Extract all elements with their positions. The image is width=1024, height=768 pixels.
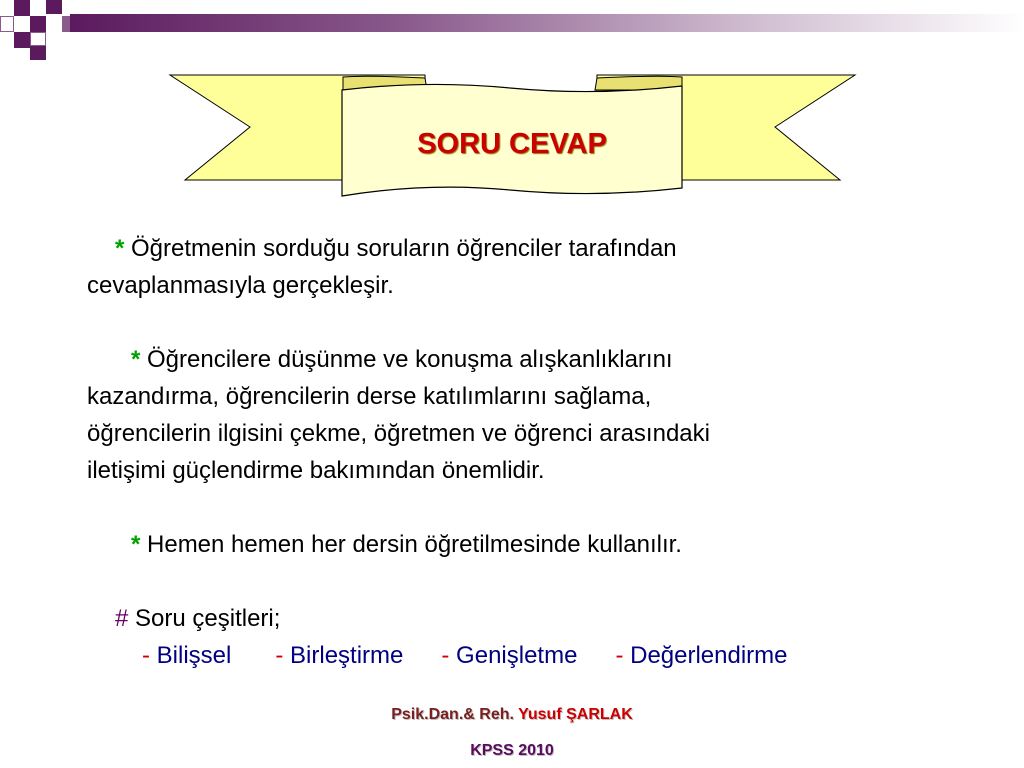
list-dash: - <box>615 642 624 669</box>
bullet-star: * <box>131 531 141 558</box>
hash-marker: # <box>115 605 129 632</box>
paragraph-text: cevaplanmasıyla gerçekleşir. <box>87 272 394 299</box>
list-item: Birleştirme <box>290 642 404 669</box>
list-dash: - <box>441 642 450 669</box>
paragraph-text: iletişimi güçlendirme bakımından önemlidir. <box>87 457 545 484</box>
deco-square <box>30 16 46 32</box>
slide-title: SORU CEVAP <box>417 128 607 160</box>
bullet-star: * <box>131 346 141 373</box>
paragraph-3 <box>87 526 947 563</box>
deco-square <box>30 46 46 60</box>
list-item: Genişletme <box>456 642 578 669</box>
paragraph-1 <box>87 230 947 304</box>
paragraph-text: Hemen hemen her dersin öğretilmesinde kullanılır. <box>140 531 682 558</box>
footer-name: Yusuf ŞARLAK <box>518 706 633 723</box>
question-types-heading <box>87 600 947 637</box>
footer-exam: KPSS 2010 <box>470 742 554 759</box>
deco-square <box>62 16 70 32</box>
list-item: Değerlendirme <box>630 642 788 669</box>
paragraph-text: Öğretmenin sorduğu soruların öğrenciler tarafından <box>124 235 677 262</box>
deco-square <box>46 0 62 14</box>
paragraph-text: Öğrencilere düşünme ve konuşma alışkanlıklarını <box>140 346 673 373</box>
question-types-list <box>87 637 947 674</box>
deco-square <box>14 32 30 48</box>
list-dash: - <box>142 642 150 669</box>
deco-square <box>14 0 30 16</box>
bullet-star: * <box>115 235 125 262</box>
paragraph-text: öğrencilerin ilgisini çekme, öğretmen ve öğrenci arasındaki <box>87 420 710 447</box>
paragraph-2 <box>87 341 947 489</box>
footer-author <box>0 706 1024 724</box>
footer-prefix: Psik.Dan.& Reh. <box>391 706 519 723</box>
list-dash: - <box>275 642 284 669</box>
deco-square <box>30 32 46 46</box>
header-gradient-bar <box>70 14 1024 32</box>
paragraph-text: kazandırma, öğrencilerin derse katılımlarını sağlama, <box>87 383 652 410</box>
slide-body <box>87 230 947 674</box>
heading-text: Soru çeşitleri; <box>128 605 281 632</box>
deco-square <box>0 16 14 32</box>
list-item: Bilişsel <box>156 642 232 669</box>
